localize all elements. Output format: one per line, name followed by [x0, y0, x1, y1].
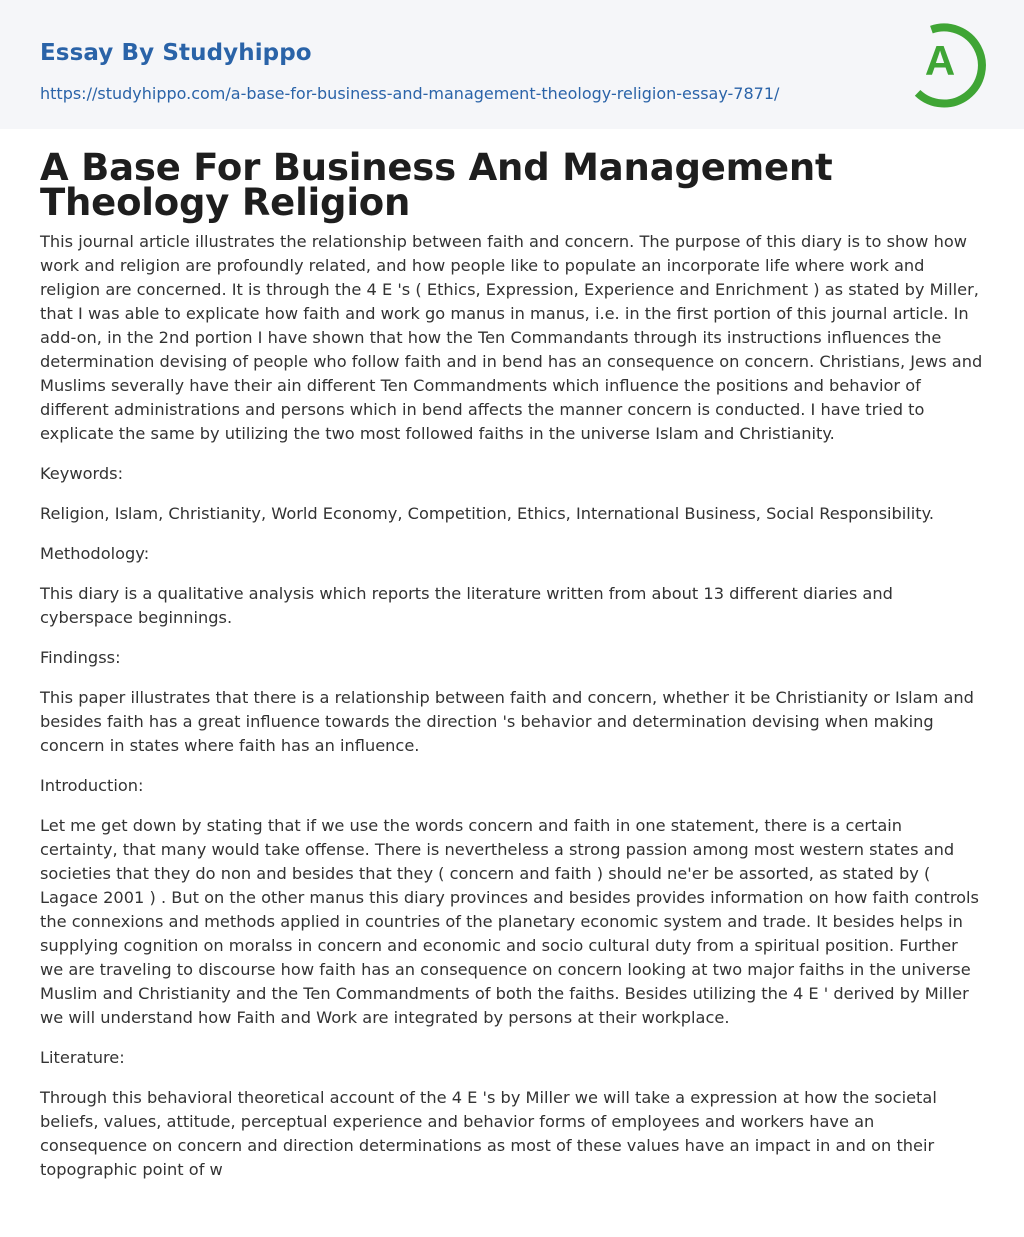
introduction-heading: Introduction:: [40, 776, 144, 795]
methodology-heading: Methodology:: [40, 544, 150, 563]
essay-url-link[interactable]: https://studyhippo.com/a-base-for-business-and-management-theology-religion-essay-7871/: [40, 84, 780, 103]
keywords-heading: Keywords:: [40, 464, 124, 483]
essay-content: [40, 146, 984, 1182]
findings-heading: Findingss:: [40, 648, 121, 667]
introduction-paragraph: Let me get down by stating that if we use the words concern and faith in one statement, there is a certain certainty, that many would take offense. There is nevertheless a strong passion among most western states and societies that they do non and besides that they ( concern and faith ) should ne'er be assorted, as stated by ( Lagace 2001 ) . But on the other manus this diary provinces and besides provides information on how faith controls the connexions and methods applied in countries of the planetary economic system and trade. It besides helps in supplying cognition on moralss in concern and economic and socio cultural duty from a spiritual position. Further we are traveling to discourse how faith has an consequence on concern looking at two major faiths in the universe Muslim and Christianity and the Ten Commandments of both the faiths. Besides utilizing the 4 E ' derived by Miller we will understand how Faith and Work are integrated by persons at their workplace.: [40, 816, 979, 1027]
keywords-list: Religion, Islam, Christianity, World Economy, Competition, Ethics, International Business, Social Responsibility.: [40, 504, 935, 523]
methodology-paragraph: This diary is a qualitative analysis which reports the literature written from about 13 different diaries and cyberspace beginnings.: [40, 584, 893, 627]
site-brand[interactable]: Essay By Studyhippo: [40, 40, 312, 66]
abstract-paragraph: This journal article illustrates the relationship between faith and concern. The purpose of this diary is to show how work and religion are profoundly related, and how people like to populate an incorporate life where work and religion are concerned. It is through the 4 E 's ( Ethics, Expression, Experience and Enrichment ) as stated by Miller, that I was able to explicate how faith and work go manus in manus, i.e. in the first portion of this journal article. In add-on, in the 2nd portion I have shown that how the Ten Commandants through its instructions influences the determination devising of people who follow faith and in bend has an consequence on concern. Christians, Jews and Muslims severally have their ain different Ten Commandments which influence the positions and behavior of different administrations and persons which in bend affects the manner concern is conducted. I have tried to explicate the same by utilizing the two most followed faiths in the universe Islam and Christianity.: [40, 232, 983, 443]
literature-heading: Literature:: [40, 1048, 125, 1067]
essay-title: A Base For Business And Management Theology Religion: [40, 146, 833, 224]
literature-paragraph: Through this behavioral theoretical account of the 4 E 's by Miller we will take a expression at how the societal beliefs, values, attitude, perceptual experience and behavior forms of employees and workers have an consequence on concern and direction determinations as most of these values have an impact in and on their topographic point of w: [40, 1088, 937, 1179]
logo-letter: A: [924, 37, 956, 84]
findings-paragraph: This paper illustrates that there is a relationship between faith and concern, whether it be Christianity or Islam and besides faith has a great influence towards the direction 's behavior and determination devising when making concern in states where faith has an influence.: [40, 688, 974, 755]
site-header: [0, 0, 1024, 129]
studyhippo-logo-icon[interactable]: [909, 18, 989, 108]
